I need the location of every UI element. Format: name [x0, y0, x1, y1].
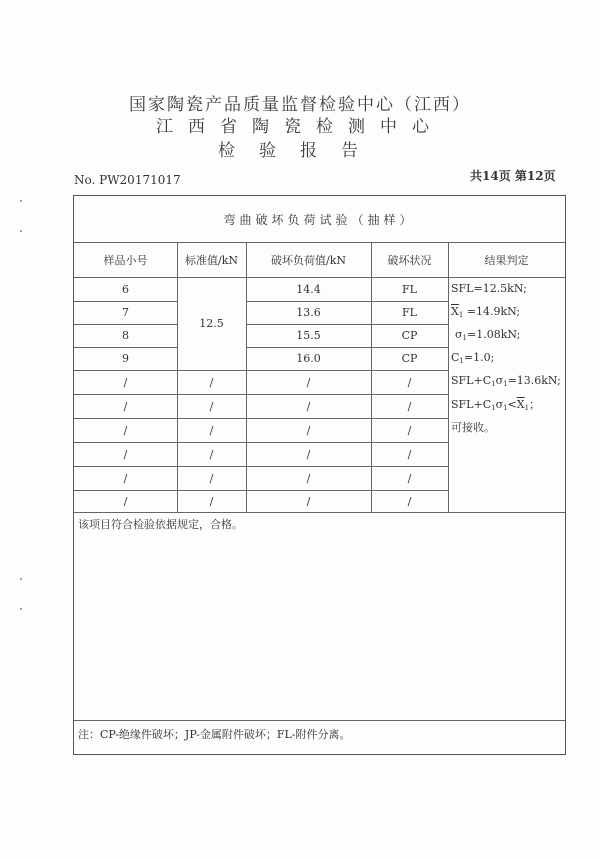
scan-speck — [20, 608, 22, 610]
scan-speck — [20, 200, 22, 202]
scan-speck — [20, 578, 22, 580]
table-row-load: / — [306, 400, 311, 413]
header-standard-value: 标准值/kN — [185, 254, 238, 267]
c-subscript: 1 — [459, 357, 464, 365]
table-row-status: / — [407, 495, 412, 508]
expr2-part-b: σ — [495, 398, 504, 411]
table-row-status: / — [407, 400, 412, 413]
result-expression-2 — [451, 398, 540, 415]
page-info: 共14页 第12页 — [470, 169, 556, 183]
table-row-standard: / — [209, 472, 214, 485]
row-divider — [74, 324, 177, 325]
table-row-standard: / — [209, 495, 214, 508]
result-c — [451, 351, 494, 368]
row-divider — [74, 277, 565, 278]
row-divider — [74, 490, 448, 491]
table-row-load: / — [306, 424, 311, 437]
result-expression-1 — [451, 374, 561, 391]
sigma-value: =1.08kN; — [466, 328, 521, 341]
table-row-status: / — [407, 472, 412, 485]
table-row-standard: / — [209, 400, 214, 413]
result-mean — [451, 305, 520, 322]
table-row-load: 13.6 — [296, 306, 321, 319]
table-row-status: CP — [401, 352, 418, 365]
table-row-sample-no: / — [123, 376, 128, 389]
row-divider — [74, 418, 448, 419]
expr1-sub-2: 1 — [503, 380, 508, 388]
header-sample-no: 样品小号 — [103, 254, 148, 267]
header-result: 结果判定 — [484, 254, 529, 267]
table-row-standard: / — [209, 448, 214, 461]
table-row-load: / — [306, 472, 311, 485]
table-row-standard: / — [209, 376, 214, 389]
expr1-part-c: =13.6kN; — [507, 374, 561, 387]
sigma-subscript: 1 — [462, 334, 467, 342]
expr2-part-a: SFL+C — [451, 398, 492, 411]
expr2-mean-subscript: 1 — [524, 404, 530, 412]
row-divider — [74, 512, 565, 513]
row-divider — [74, 347, 177, 348]
document-number: No. PW20171017 — [74, 173, 181, 187]
row-divider — [74, 442, 448, 443]
table-row-status: FL — [402, 283, 417, 296]
expr2-part-c: < — [507, 398, 517, 411]
result-accept: 可接收。 — [451, 421, 495, 434]
expr1-part-b: σ — [495, 374, 504, 387]
table-row-load: / — [306, 376, 311, 389]
sigma-symbol: σ — [455, 328, 463, 341]
table-row-status: CP — [401, 329, 418, 342]
expr1-part-a: SFL+C — [451, 374, 492, 387]
mean-value: =14.9kN; — [463, 305, 521, 318]
header-failure-status: 破坏状况 — [387, 254, 432, 267]
table-row-status: FL — [402, 306, 417, 319]
table-row-load: / — [306, 448, 311, 461]
footnote: 注：CP-绝缘件破坏；JP-金属附件破坏；FL-附件分离。 — [78, 728, 351, 741]
result-sigma — [455, 328, 520, 345]
table-row-load: 16.0 — [296, 352, 321, 365]
table-row-load: / — [306, 495, 311, 508]
row-divider — [74, 301, 177, 302]
table-row-sample-no: / — [123, 495, 128, 508]
table-row-sample-no: / — [123, 424, 128, 437]
row-divider — [246, 347, 448, 348]
table-row-load: 14.4 — [296, 283, 321, 296]
expr2-end: ； — [529, 398, 541, 411]
header-failure-load: 破坏负荷值/kN — [271, 254, 346, 267]
table-row-sample-no: 8 — [122, 329, 129, 342]
conclusion-text: 该项目符合检验依据规定，合格。 — [78, 518, 243, 531]
table-row-load: 15.5 — [296, 329, 321, 342]
row-divider — [246, 301, 448, 302]
result-sfl: SFL=12.5kN; — [451, 282, 527, 295]
c-symbol: C — [451, 351, 460, 364]
table-row-status: / — [407, 376, 412, 389]
scan-speck — [20, 230, 22, 232]
table-row-status: / — [407, 424, 412, 437]
bending-test-table — [73, 195, 566, 755]
header-center-name: 江西省陶瓷检测中心 — [156, 117, 444, 137]
header-report-title: 检验报告 — [218, 141, 382, 161]
expr2-sub-2: 1 — [503, 404, 508, 412]
mean-symbol: $\overline{X}$ — [451, 305, 459, 318]
expr2-sub-1: 1 — [491, 404, 496, 412]
row-divider — [74, 720, 565, 721]
header-org-name: 国家陶瓷产品质量监督检验中心（江西） — [129, 95, 471, 115]
c-value: =1.0; — [463, 351, 495, 364]
expr2-mean-symbol: $\overline{X}$ — [516, 398, 525, 411]
row-divider — [74, 370, 448, 371]
table-row-sample-no: / — [123, 472, 128, 485]
table-row-sample-no: / — [123, 448, 128, 461]
expr1-sub-1: 1 — [491, 380, 496, 388]
table-row-standard: / — [209, 424, 214, 437]
row-divider — [74, 466, 448, 467]
table-row-sample-no: 6 — [122, 283, 129, 296]
standard-value-cell: 12.5 — [199, 317, 224, 330]
row-divider — [74, 242, 565, 243]
row-divider — [246, 324, 448, 325]
column-divider — [448, 242, 449, 512]
table-row-status: / — [407, 448, 412, 461]
mean-subscript: 1 — [458, 311, 464, 319]
table-row-sample-no: 7 — [122, 306, 129, 319]
row-divider — [74, 394, 448, 395]
table-row-sample-no: 9 — [122, 352, 129, 365]
table-title: 弯曲破坏负荷试验（抽样） — [223, 213, 416, 227]
table-row-sample-no: / — [123, 400, 128, 413]
